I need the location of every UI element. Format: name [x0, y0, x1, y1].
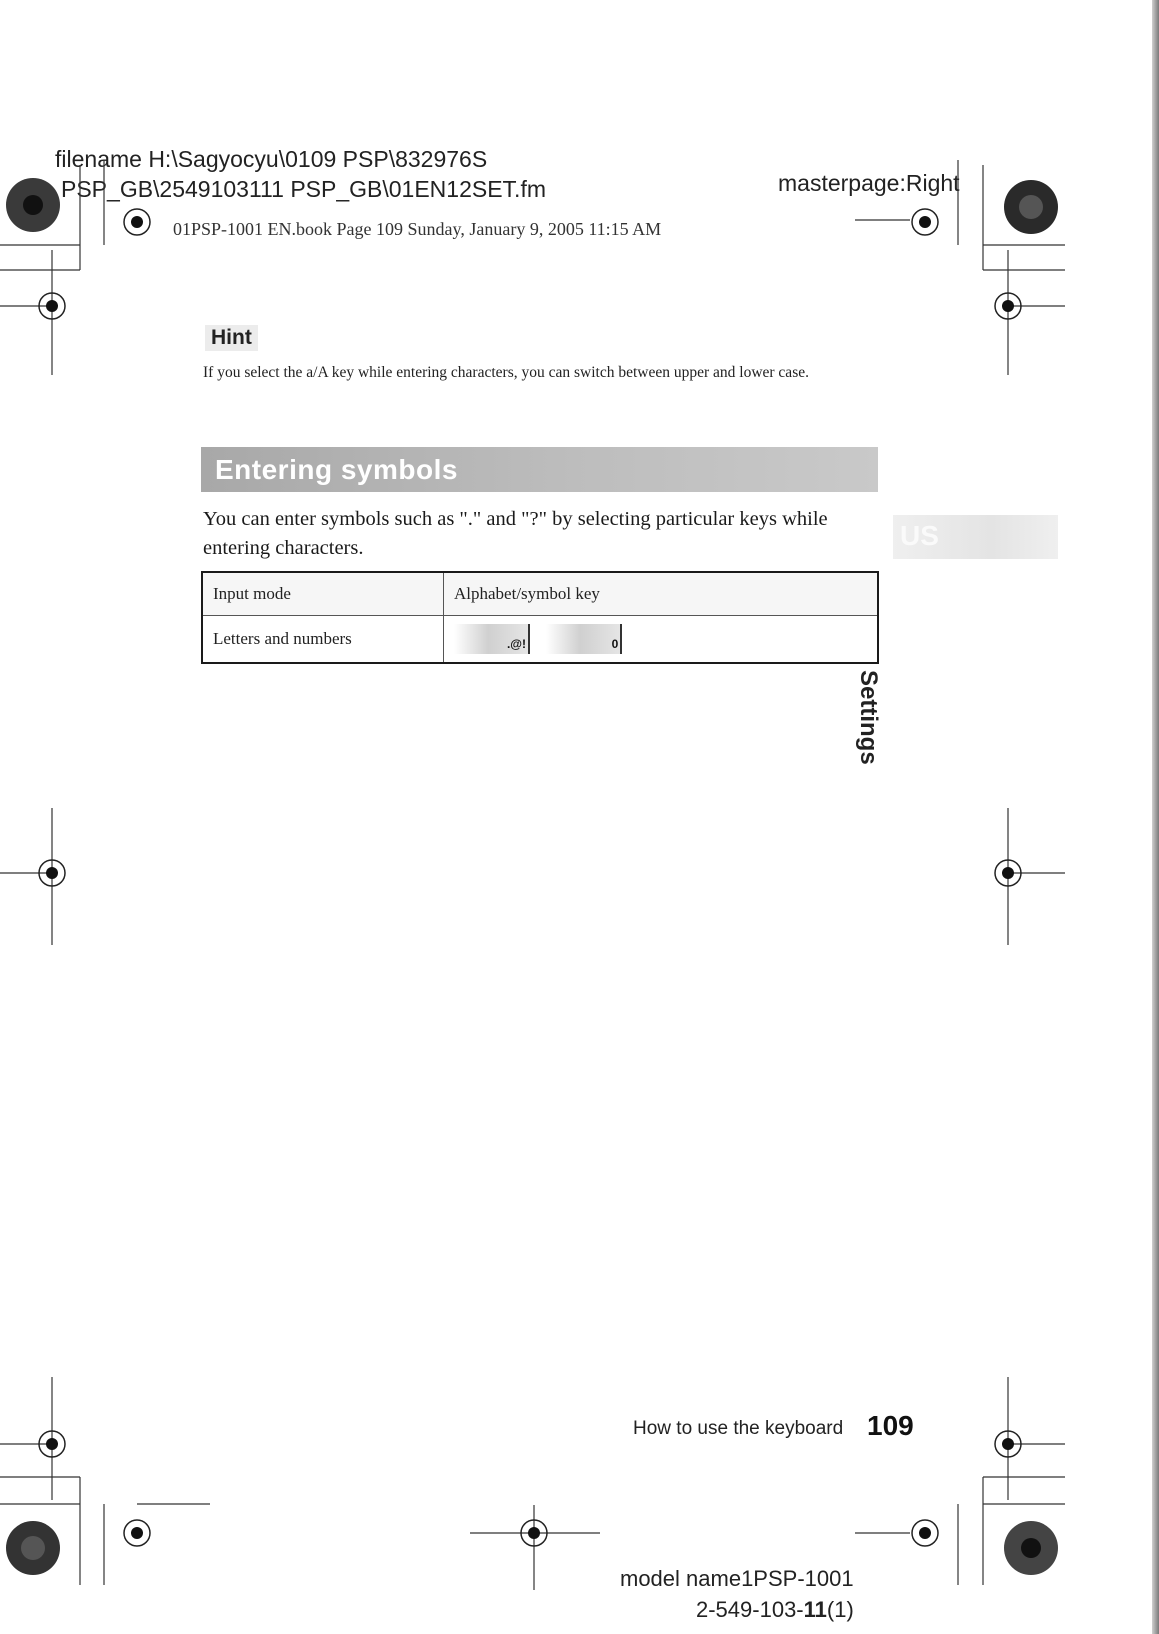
- page-number: 109: [867, 1410, 914, 1441]
- section-intro: You can enter symbols such as "." and "?" by selecting particular keys while entering characters.: [203, 508, 828, 559]
- symbol-key-icon: [454, 624, 530, 654]
- product-code-bold: 11: [803, 1597, 827, 1622]
- hint-label: Hint: [205, 325, 258, 351]
- footer-section-title: How to use the keyboard: [633, 1418, 844, 1439]
- table-cell-keys: [444, 616, 879, 664]
- symbol-key-table: [201, 571, 879, 664]
- table-header-input-mode: Input mode: [202, 572, 444, 616]
- side-faded-label: US: [900, 520, 939, 551]
- product-code-prefix: 2-549-103-: [696, 1597, 804, 1622]
- slug-filename-line1: filename H:\Sagyocyu\0109 PSP\832976S: [55, 146, 488, 172]
- hint-body: If you select the a/A key while entering characters, you can switch between upper and lower case.: [203, 364, 809, 381]
- side-tab-label: Settings: [855, 670, 882, 765]
- product-code: [696, 1597, 854, 1623]
- model-name: model name1PSP-1001: [620, 1566, 854, 1591]
- table-header-row: [202, 572, 878, 616]
- product-code-suffix: (1): [826, 1597, 854, 1622]
- slug-book-info: 01PSP-1001 EN.book Page 109 Sunday, January 9, 2005 11:15 AM: [173, 219, 662, 239]
- page-edge-shadow: [1152, 0, 1159, 1634]
- section-title: Entering symbols: [215, 454, 458, 485]
- symbol-key-glyph: .@!: [506, 637, 526, 651]
- table-cell-mode: Letters and numbers: [202, 616, 444, 664]
- section-banner: [201, 447, 878, 492]
- slug-filename-line2: PSP_GB\2549103111 PSP_GB\01EN12SET.fm: [61, 176, 546, 202]
- number-key-glyph: 0: [611, 637, 619, 651]
- table-row: [202, 616, 878, 664]
- number-key-icon: [546, 624, 622, 654]
- table-header-key: Alphabet/symbol key: [444, 572, 879, 616]
- slug-masterpage: masterpage:Right: [778, 170, 960, 196]
